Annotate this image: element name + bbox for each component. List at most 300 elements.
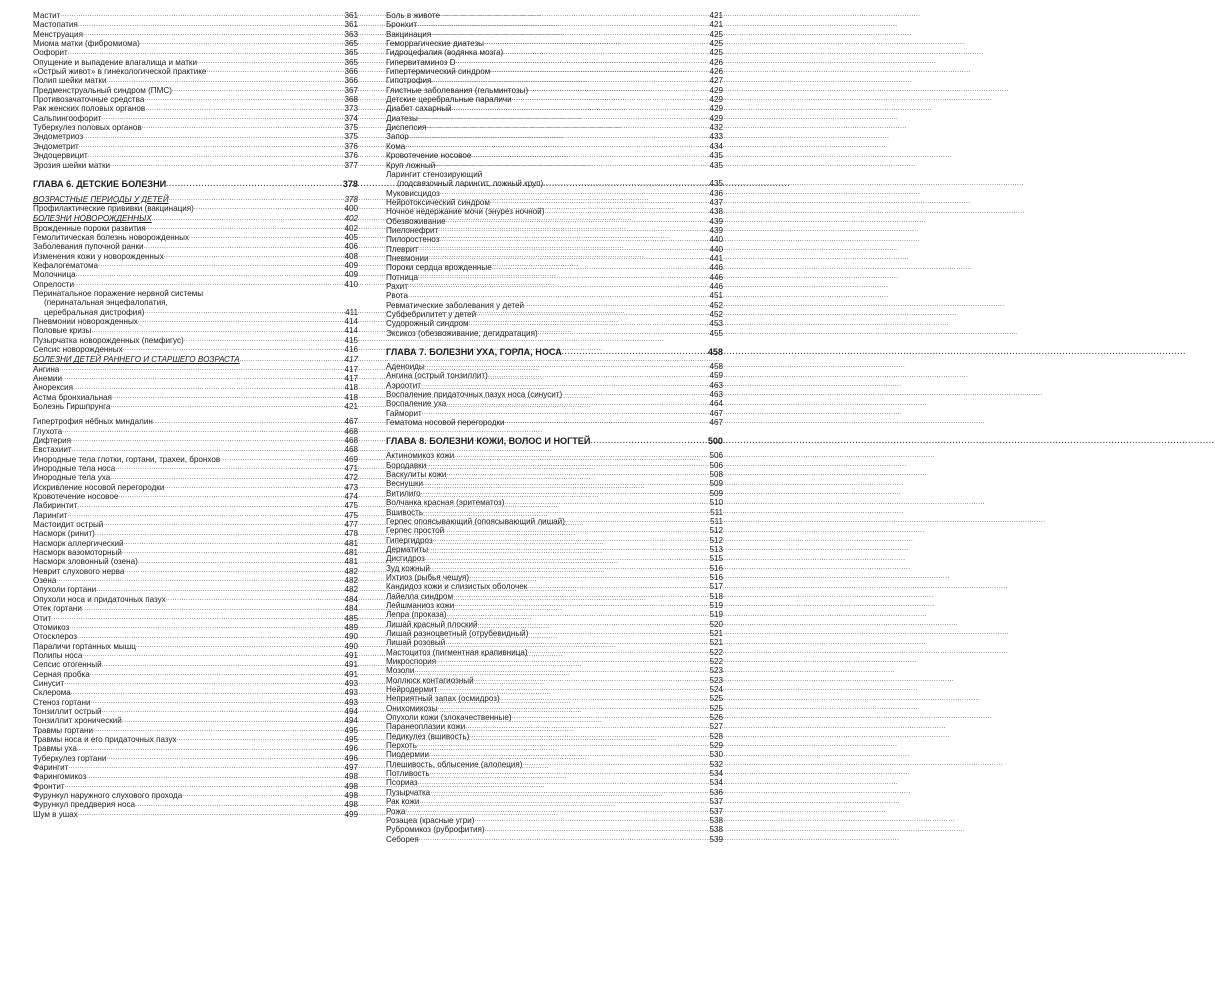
- toc-entry[interactable]: [33, 576, 358, 585]
- toc-entry[interactable]: [386, 536, 723, 545]
- toc-entry[interactable]: [33, 763, 358, 772]
- toc-chapter-heading[interactable]: [33, 179, 358, 190]
- dot-leader: [422, 409, 709, 418]
- toc-entry[interactable]: [386, 254, 723, 263]
- toc-page-number: 522: [709, 657, 723, 666]
- dot-leader: [485, 826, 709, 835]
- dot-leader: [206, 67, 343, 76]
- toc-entry[interactable]: [33, 455, 358, 464]
- toc-entry[interactable]: [386, 610, 723, 619]
- dot-leader: [62, 374, 344, 383]
- toc-entry[interactable]: [33, 67, 358, 76]
- dot-leader: [68, 511, 344, 520]
- toc-entry[interactable]: [386, 620, 723, 629]
- toc-entry[interactable]: [386, 704, 723, 713]
- toc-entry[interactable]: [33, 233, 358, 242]
- toc-chapter-heading[interactable]: [386, 436, 723, 447]
- toc-entry[interactable]: [33, 336, 358, 345]
- toc-entry[interactable]: [386, 86, 723, 95]
- dot-leader: [102, 707, 344, 716]
- toc-entry[interactable]: [33, 707, 358, 716]
- toc-entry[interactable]: [33, 365, 358, 374]
- toc-entry[interactable]: [33, 151, 358, 160]
- toc-entry[interactable]: [33, 744, 358, 753]
- toc-entry[interactable]: [33, 86, 358, 95]
- toc-entry[interactable]: [386, 545, 723, 554]
- toc-entry[interactable]: [386, 381, 723, 390]
- toc-entry[interactable]: [386, 362, 723, 371]
- toc-entry[interactable]: [33, 402, 358, 411]
- toc-entry[interactable]: [386, 329, 723, 338]
- toc-entry-title: Нейротоксический синдром: [386, 197, 490, 207]
- toc-page-number: 526: [709, 713, 723, 723]
- toc-entry[interactable]: [386, 526, 723, 535]
- toc-entry[interactable]: [386, 769, 723, 778]
- toc-entry[interactable]: [386, 508, 723, 517]
- toc-page-number: 485: [344, 613, 358, 623]
- toc-entry[interactable]: [33, 298, 358, 307]
- dot-leader: [59, 365, 343, 374]
- toc-entry-title: Мастоцитоз (пигментная крапивница): [386, 647, 528, 657]
- toc-entry[interactable]: [33, 308, 358, 317]
- toc-page-number: 417: [344, 373, 358, 383]
- toc-entry[interactable]: [33, 142, 358, 151]
- toc-entry[interactable]: [33, 317, 358, 326]
- toc-page-number: 491: [344, 650, 358, 660]
- toc-entry[interactable]: [33, 374, 358, 383]
- toc-entry[interactable]: [386, 207, 723, 216]
- toc-page-number: 373: [344, 104, 358, 114]
- toc-entry[interactable]: [386, 142, 723, 151]
- toc-entry[interactable]: [386, 217, 723, 226]
- toc-entry[interactable]: [386, 273, 723, 282]
- toc-entry[interactable]: [386, 713, 723, 722]
- toc-entry[interactable]: [386, 797, 723, 806]
- toc-entry[interactable]: [33, 800, 358, 809]
- dot-leader: [166, 180, 342, 190]
- toc-entry[interactable]: [386, 11, 723, 20]
- toc-entry[interactable]: [386, 816, 723, 825]
- toc-entry[interactable]: [33, 688, 358, 697]
- toc-entry[interactable]: [386, 282, 723, 291]
- toc-entry[interactable]: [386, 409, 723, 418]
- dot-leader: [469, 320, 709, 329]
- toc-entry[interactable]: [386, 573, 723, 582]
- toc-entry-title: Актиномикоз кожи: [386, 451, 455, 461]
- toc-entry[interactable]: [386, 76, 723, 85]
- toc-entry-title: Эндоцервицит: [33, 151, 88, 161]
- toc-entry[interactable]: [33, 270, 358, 279]
- toc-page-number: 500: [707, 436, 723, 447]
- toc-entry-title: Розацеа (красные угри): [386, 815, 475, 825]
- toc-page-number: 509: [709, 479, 723, 489]
- toc-entry[interactable]: [386, 741, 723, 750]
- toc-entry[interactable]: [386, 835, 723, 844]
- toc-entry-title: Инородные тела уха: [33, 473, 111, 483]
- toc-entry[interactable]: [33, 30, 358, 39]
- toc-entry[interactable]: [33, 511, 358, 520]
- toc-entry[interactable]: [33, 660, 358, 669]
- toc-entry-title: Параличи гортанных мышц: [33, 641, 136, 651]
- toc-entry[interactable]: [33, 782, 358, 791]
- toc-entry-title: Дифтерия: [33, 435, 72, 445]
- dot-leader: [102, 661, 344, 670]
- toc-entry[interactable]: [33, 585, 358, 594]
- dot-leader: [475, 816, 709, 825]
- toc-entry-title: Миома матки (фибромиома): [33, 39, 140, 49]
- toc-entry[interactable]: [386, 301, 723, 310]
- dot-leader: [544, 208, 708, 217]
- toc-page-number: 414: [344, 317, 358, 326]
- toc-entry-title: Плеврит: [386, 244, 419, 254]
- toc-entry[interactable]: [386, 310, 723, 319]
- toc-entry-title: Паранеоплазии кожи: [386, 722, 466, 732]
- toc-page-number: 482: [344, 576, 358, 586]
- dot-leader: [408, 282, 709, 291]
- toc-page-number: 376: [344, 141, 358, 151]
- toc-entry[interactable]: [33, 114, 358, 123]
- toc-page-number: 481: [344, 557, 358, 567]
- toc-entry[interactable]: [386, 198, 723, 207]
- dot-leader: [454, 601, 708, 610]
- toc-entry[interactable]: [386, 592, 723, 601]
- toc-entry[interactable]: [33, 445, 358, 454]
- toc-entry[interactable]: [33, 132, 358, 141]
- dot-leader: [433, 536, 709, 545]
- toc-page-number: 510: [709, 498, 723, 508]
- toc-entry[interactable]: [386, 95, 723, 104]
- toc-page-number: 525: [709, 694, 723, 704]
- toc-entry[interactable]: [33, 473, 358, 482]
- dot-leader: [405, 807, 708, 816]
- toc-entry[interactable]: [386, 263, 723, 272]
- toc-entry[interactable]: [33, 614, 358, 623]
- dot-leader: [488, 372, 709, 381]
- dot-leader: [504, 499, 708, 508]
- toc-entry[interactable]: [386, 319, 723, 328]
- toc-page-number: 528: [709, 731, 723, 741]
- toc-entry[interactable]: [386, 132, 723, 141]
- toc-right-column: [386, 11, 723, 844]
- toc-entry[interactable]: [33, 791, 358, 800]
- toc-entry[interactable]: [386, 226, 723, 235]
- toc-entry-title: Лишай розовый: [386, 638, 446, 648]
- toc-entry[interactable]: [33, 95, 358, 104]
- toc-entry-title: Рахит: [386, 281, 408, 291]
- toc-page-number: 463: [709, 390, 723, 400]
- toc-entry[interactable]: [386, 778, 723, 787]
- dot-leader: [527, 583, 708, 592]
- toc-page-number: 498: [344, 781, 358, 791]
- toc-entry[interactable]: [386, 807, 723, 816]
- toc-entry-title: Опухоли кожи (злокачественные): [386, 713, 512, 723]
- toc-entry[interactable]: [33, 204, 358, 213]
- toc-entry[interactable]: [386, 123, 723, 132]
- dot-leader: [474, 676, 709, 685]
- dot-leader: [431, 30, 708, 39]
- dot-leader: [110, 402, 343, 411]
- toc-entry[interactable]: [33, 393, 358, 402]
- toc-page-number: 458: [707, 347, 723, 358]
- toc-entry-title: Аденоиды: [386, 362, 425, 372]
- toc-page-number: 521: [709, 628, 723, 638]
- toc-entry-title: Судорожный синдром: [386, 319, 469, 329]
- toc-entry[interactable]: [33, 436, 358, 445]
- toc-entry[interactable]: [386, 58, 723, 67]
- toc-entry-title: Отит: [33, 613, 52, 623]
- toc-entry[interactable]: [386, 517, 723, 526]
- toc-entry[interactable]: [33, 716, 358, 725]
- toc-entry[interactable]: [386, 629, 723, 638]
- toc-entry[interactable]: [386, 291, 723, 300]
- toc-entry[interactable]: [33, 698, 358, 707]
- dot-leader: [405, 142, 708, 151]
- toc-entry-title: Эндометрит: [33, 141, 79, 151]
- toc-entry[interactable]: [386, 371, 723, 380]
- toc-page-number: 421: [344, 401, 358, 411]
- toc-entry[interactable]: [33, 289, 358, 298]
- toc-entry[interactable]: [386, 399, 723, 408]
- dot-leader: [65, 782, 344, 791]
- toc-entry-title: Педикулез (вшивость): [386, 731, 470, 741]
- toc-entry-title: Полипы носа: [33, 650, 83, 660]
- toc-entry[interactable]: [386, 114, 723, 123]
- toc-entry[interactable]: [386, 657, 723, 666]
- toc-page-number: 366: [344, 67, 358, 77]
- toc-page-number: 498: [344, 791, 358, 801]
- toc-entry[interactable]: [33, 280, 358, 289]
- toc-entry[interactable]: [386, 788, 723, 797]
- toc-entry-title: Псориаз: [386, 778, 418, 788]
- toc-entry[interactable]: [33, 427, 358, 436]
- toc-entry[interactable]: [33, 772, 358, 781]
- toc-section-heading[interactable]: [33, 354, 358, 364]
- dot-leader: [425, 362, 709, 371]
- toc-page-number: 453: [709, 319, 723, 329]
- dot-leader: [96, 586, 343, 595]
- toc-entry-title: Муковисцидоз: [386, 188, 440, 198]
- toc-page-number: 537: [709, 806, 723, 816]
- toc-entry[interactable]: [386, 470, 723, 479]
- toc-entry[interactable]: [33, 735, 358, 744]
- dot-leader: [124, 539, 344, 548]
- dot-leader: [469, 573, 708, 582]
- toc-page-number: 537: [709, 797, 723, 807]
- toc-entry[interactable]: [33, 48, 358, 57]
- dot-leader: [135, 801, 343, 810]
- toc-entry[interactable]: [386, 498, 723, 507]
- toc-entry[interactable]: [386, 564, 723, 573]
- toc-entry[interactable]: [33, 754, 358, 763]
- toc-entry[interactable]: [386, 67, 723, 76]
- toc-entry-title: Рубромикоз (руброфития): [386, 825, 485, 835]
- toc-entry[interactable]: [386, 20, 723, 29]
- toc-entry[interactable]: [386, 235, 723, 244]
- toc-entry-title: Ларингит стенозирующий: [386, 169, 483, 179]
- toc-page-number: 536: [709, 787, 723, 797]
- dot-leader: [528, 648, 709, 657]
- toc-entry[interactable]: [33, 483, 358, 492]
- toc-entry-title: Ангина: [33, 364, 60, 374]
- toc-entry[interactable]: [33, 252, 358, 261]
- toc-entry[interactable]: [33, 492, 358, 501]
- toc-entry[interactable]: [33, 726, 358, 735]
- toc-entry[interactable]: [33, 39, 358, 48]
- dot-leader: [86, 773, 343, 782]
- toc-entry-title: Аэроотит: [386, 380, 421, 390]
- dot-leader: [182, 791, 343, 800]
- dot-leader: [426, 123, 708, 132]
- toc-entry[interactable]: [386, 638, 723, 647]
- toc-entry[interactable]: [33, 632, 358, 641]
- toc-entry[interactable]: [33, 104, 358, 113]
- toc-entry[interactable]: [33, 123, 358, 132]
- toc-entry-title: Пороки сердца врожденные: [386, 263, 492, 273]
- toc-entry[interactable]: [386, 170, 723, 179]
- toc-page-number: 468: [344, 445, 358, 455]
- dot-leader: [414, 667, 708, 676]
- toc-entry-title: БОЛЕЗНИ ДЕТЕЙ РАННЕГО И СТАРШЕГО ВОЗРАСТА: [33, 355, 240, 365]
- toc-entry[interactable]: [33, 383, 358, 392]
- toc-entry[interactable]: [33, 567, 358, 576]
- dot-leader: [421, 381, 709, 390]
- toc-entry[interactable]: [33, 161, 358, 170]
- toc-entry[interactable]: [386, 48, 723, 57]
- toc-entry-title: Насморк аллергический: [33, 538, 124, 548]
- toc-page-number: 539: [709, 834, 723, 844]
- toc-entry-title: Нейродермит: [386, 685, 438, 695]
- dot-leader: [115, 464, 343, 473]
- toc-page-number: 375: [344, 123, 358, 133]
- toc-entry-title: Ангина (острый тонзиллит): [386, 371, 488, 381]
- toc-entry[interactable]: [386, 451, 723, 460]
- toc-entry[interactable]: [33, 242, 358, 251]
- toc-entry[interactable]: [33, 604, 358, 613]
- toc-entry[interactable]: [386, 554, 723, 563]
- toc-entry[interactable]: [33, 529, 358, 538]
- toc-entry[interactable]: [386, 722, 723, 731]
- toc-entry[interactable]: [386, 760, 723, 769]
- toc-entry[interactable]: [33, 548, 358, 557]
- toc-entry[interactable]: [386, 179, 723, 188]
- toc-entry-title: Воспаление уха: [386, 399, 447, 409]
- toc-entry[interactable]: [33, 642, 358, 651]
- toc-page-number: 521: [709, 638, 723, 648]
- toc-entry[interactable]: [33, 326, 358, 335]
- toc-page-number: 425: [709, 39, 723, 49]
- toc-entry-title: Фарингомикоз: [33, 772, 87, 782]
- toc-page-number: 367: [344, 85, 358, 95]
- dot-leader: [446, 470, 708, 479]
- toc-entry[interactable]: [386, 245, 723, 254]
- toc-entry[interactable]: [33, 501, 358, 510]
- toc-entry[interactable]: [33, 58, 358, 67]
- toc-page-number: 498: [344, 772, 358, 782]
- toc-entry[interactable]: [33, 224, 358, 233]
- toc-entry[interactable]: [386, 825, 723, 834]
- toc-entry[interactable]: [33, 810, 358, 819]
- toc-page-number: 512: [709, 526, 723, 536]
- toc-entry-title: Заболевания пупочной ранки: [33, 242, 144, 252]
- toc-entry[interactable]: [386, 390, 723, 399]
- toc-section-heading[interactable]: [33, 194, 358, 204]
- toc-entry[interactable]: [386, 582, 723, 591]
- toc-entry[interactable]: [33, 651, 358, 660]
- toc-entry[interactable]: [33, 11, 358, 20]
- toc-entry-title: ГЛАВА 7. БОЛЕЗНИ УХА, ГОРЛА, НОСА: [386, 347, 562, 358]
- toc-page-number: 481: [344, 538, 358, 548]
- toc-page-number: 363: [344, 29, 358, 39]
- toc-entry[interactable]: [33, 670, 358, 679]
- toc-entry[interactable]: [386, 104, 723, 113]
- toc-entry[interactable]: [33, 261, 358, 270]
- toc-entry-title: Менструация: [33, 29, 83, 39]
- toc-entry-title: Рак кожи: [386, 797, 420, 807]
- dot-leader: [153, 418, 344, 427]
- dot-leader: [83, 133, 343, 142]
- toc-page-number: 518: [709, 591, 723, 601]
- toc-chapter-heading[interactable]: [386, 347, 723, 358]
- toc-entry[interactable]: [386, 732, 723, 741]
- dot-leader: [197, 58, 344, 67]
- toc-entry[interactable]: [33, 595, 358, 604]
- dot-leader: [78, 21, 344, 30]
- toc-entry[interactable]: [386, 161, 723, 170]
- toc-entry[interactable]: [33, 557, 358, 566]
- toc-entry[interactable]: [33, 623, 358, 632]
- toc-entry-title: Диабет сахарный: [386, 104, 452, 114]
- toc-entry[interactable]: [33, 520, 358, 529]
- toc-entry[interactable]: [386, 151, 723, 160]
- toc-entry[interactable]: [386, 601, 723, 610]
- toc-entry[interactable]: [386, 676, 723, 685]
- toc-entry[interactable]: [386, 750, 723, 759]
- toc-entry[interactable]: [386, 648, 723, 657]
- toc-entry[interactable]: [33, 76, 358, 85]
- toc-entry[interactable]: [386, 694, 723, 703]
- toc-section-heading[interactable]: [33, 213, 358, 223]
- dot-leader: [122, 548, 344, 557]
- toc-entry[interactable]: [386, 418, 723, 427]
- toc-entry[interactable]: [386, 189, 723, 198]
- toc-entry[interactable]: [386, 489, 723, 498]
- toc-entry[interactable]: [386, 685, 723, 694]
- toc-entry[interactable]: [386, 30, 723, 39]
- toc-entry[interactable]: [33, 464, 358, 473]
- toc-page-number: 495: [344, 725, 358, 735]
- dot-leader: [93, 726, 343, 735]
- toc-page-number: 472: [344, 473, 358, 483]
- dot-leader: [429, 751, 708, 760]
- toc-page-number: 475: [344, 501, 358, 511]
- toc-entry[interactable]: [386, 479, 723, 488]
- toc-entry[interactable]: [386, 461, 723, 470]
- toc-entry[interactable]: [33, 20, 358, 29]
- toc-page-number: 441: [709, 253, 723, 263]
- toc-entry[interactable]: [33, 539, 358, 548]
- dot-leader: [437, 685, 708, 694]
- dot-leader: [88, 152, 344, 161]
- toc-entry[interactable]: [33, 417, 358, 426]
- toc-page-number: 425: [709, 48, 723, 58]
- toc-entry[interactable]: [33, 679, 358, 688]
- toc-page-number: 516: [709, 572, 723, 582]
- toc-entry[interactable]: [386, 666, 723, 675]
- toc-entry-title: Туберкулез половых органов: [33, 123, 142, 133]
- dot-leader: [423, 480, 708, 489]
- toc-entry[interactable]: [33, 345, 358, 354]
- toc-entry[interactable]: [386, 39, 723, 48]
